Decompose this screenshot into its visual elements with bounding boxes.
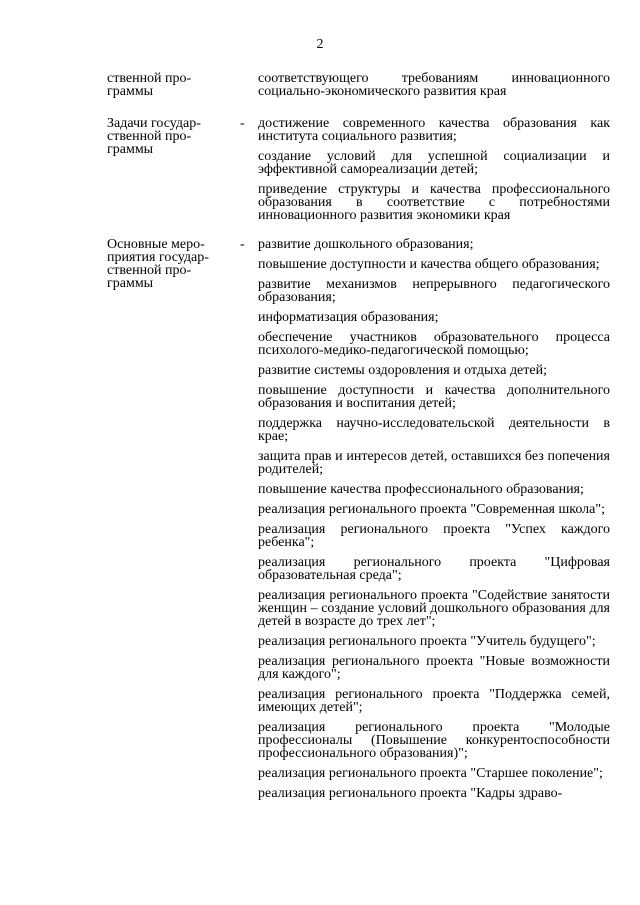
list-item: информатизация образования; [258,310,439,325]
section-label [107,117,227,156]
list-item: повышение качества профессионального образования; [258,482,584,497]
page-number: 2 [316,37,324,52]
label-line: ственной про- [107,71,192,86]
label-line: граммы [107,84,154,99]
list-item: реализация регионального проекта "Новые возможности для каждого"; [258,654,610,682]
list-item: приведение структуры и качества профессионального образования в соответствие с потребностями инновационного развития экономики края [258,182,610,223]
list-item: поддержка научно-исследовательской деятельности в крае; [258,416,610,444]
list-item: повышение доступности и качества общего образования; [258,257,600,272]
section-dash: - [240,116,245,131]
section-label [107,72,227,98]
label-line: граммы [107,142,154,157]
list-item: реализация регионального проекта "Молодые профессионалы (Повышение конкурентоспособности профессионального образования)"; [258,720,610,761]
list-item: повышение доступности и качества дополнительного образования и воспитания детей; [258,383,610,411]
label-line: ственной про- [107,129,192,144]
section-items [258,238,610,807]
section-dash: - [240,237,245,252]
list-item: реализация регионального проекта "Учитель будущего"; [258,634,596,649]
list-item: развитие дошкольного образования; [258,237,474,252]
list-item: реализация регионального проекта "Кадры здраво- [258,786,563,801]
list-item: реализация регионального проекта "Успех каждого ребенка"; [258,522,610,550]
list-item: защита прав и интересов детей, оставшихся без попечения родителей; [258,449,610,477]
label-line: ственной про- [107,263,192,278]
list-item: реализация регионального проекта "Поддержка семей, имеющих детей"; [258,687,610,715]
list-item: развитие механизмов непрерывного педагогического образования; [258,277,610,305]
list-item: реализация регионального проекта "Содействие занятости женщин – создание условий дошкольного образования для детей в возрасте до трех лет"; [258,588,610,629]
list-item: реализация регионального проекта "Старшее поколение"; [258,766,603,781]
section-items [258,72,610,105]
label-line: Основные меро- [107,237,205,252]
list-item: соответствующего требованиям инновационного социально-экономического развития края [258,71,610,99]
list-item: достижение современного качества образования как института социального развития; [258,116,610,144]
list-item: обеспечение участников образовательного процесса психолого-медико-педагогической помощью; [258,330,610,358]
list-item: реализация регионального проекта "Современная школа"; [258,502,605,517]
list-item: развитие системы оздоровления и отдыха детей; [258,363,547,378]
label-line: приятия государ- [107,250,209,265]
list-item: создание условий для успешной социализации и эффективной самореализации детей; [258,149,610,177]
label-line: Задачи государ- [107,116,201,131]
section-label [107,238,227,290]
list-item: реализация регионального проекта "Цифровая образовательная среда"; [258,555,610,583]
section-items [258,117,610,229]
label-line: граммы [107,276,154,291]
